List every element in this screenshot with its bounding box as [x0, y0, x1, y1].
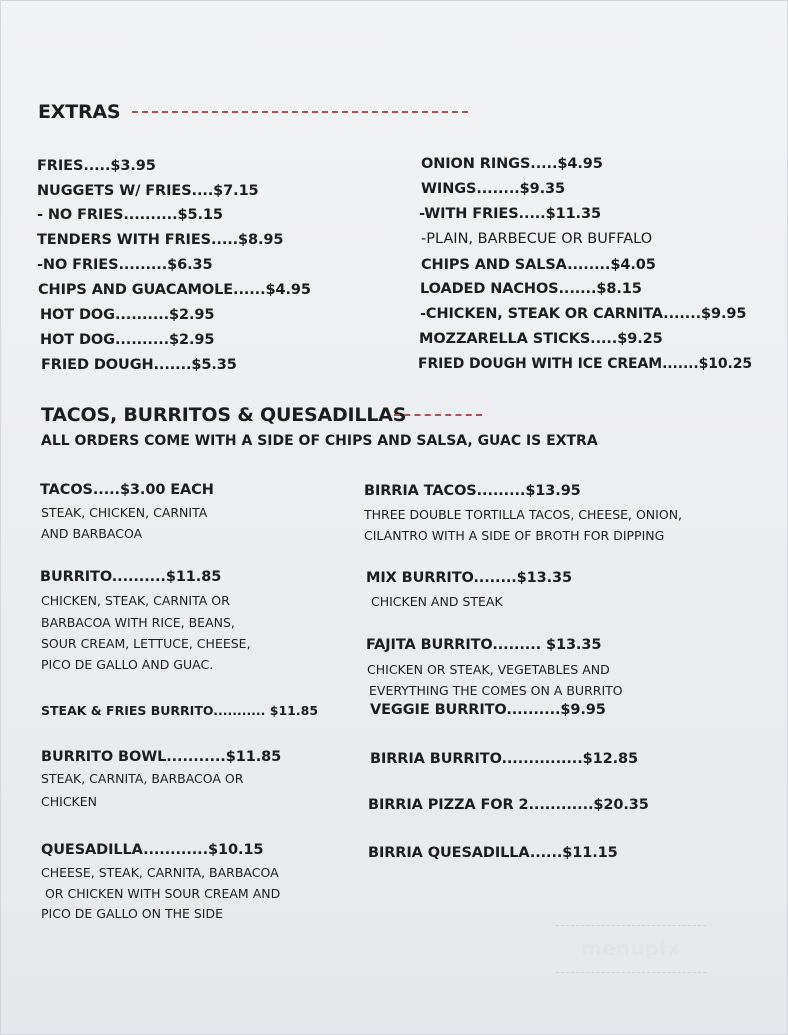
watermark-logo: menupix [556, 925, 706, 973]
extras-right-item: ONION RINGS.....$4.95 [421, 156, 603, 172]
menu-item-desc: SOUR CREAM, LETTUCE, CHEESE, [41, 636, 251, 651]
tacos-divider [394, 414, 482, 416]
menu-item-desc: AND BARBACOA [41, 526, 143, 541]
tacos-subtitle: ALL ORDERS COME WITH A SIDE OF CHIPS AND SALSA, GUAC IS EXTRA [41, 433, 598, 449]
menu-item-name: BIRRIA BURRITO...............$12.85 [370, 751, 638, 767]
extras-right-item: FRIED DOUGH WITH ICE CREAM.......$10.25 [418, 356, 753, 372]
extras-left-item: HOT DOG..........$2.95 [40, 307, 215, 323]
menu-item-name: BIRRIA QUESADILLA......$11.15 [368, 845, 618, 861]
menu-item-desc: STEAK, CHICKEN, CARNITA [41, 505, 208, 520]
menu-item-name: FAJITA BURRITO......... $13.35 [366, 637, 602, 653]
menu-item-desc: PICO DE GALLO AND GUAC. [41, 657, 214, 672]
menu-item-desc: CHICKEN OR STEAK, VEGETABLES AND [367, 662, 610, 677]
menu-item-name: BIRRIA TACOS.........$13.95 [364, 483, 581, 499]
extras-left-item: -NO FRIES.........$6.35 [37, 257, 213, 273]
menu-item-name: BIRRIA PIZZA FOR 2............$20.35 [368, 797, 649, 813]
menu-item-desc: BARBACOA WITH RICE, BEANS, [41, 615, 235, 630]
menu-item-desc: THREE DOUBLE TORTILLA TACOS, CHEESE, ONION, [364, 507, 683, 522]
extras-right-item: LOADED NACHOS.......$8.15 [420, 281, 642, 297]
extras-right-item: -WITH FRIES.....$11.35 [419, 206, 601, 222]
extras-right-item: -CHICKEN, STEAK OR CARNITA.......$9.95 [420, 306, 747, 322]
extras-left-item: NUGGETS W/ FRIES....$7.15 [37, 183, 259, 199]
extras-right-item: CHIPS AND SALSA........$4.05 [421, 257, 656, 273]
extras-heading: EXTRAS [38, 101, 121, 123]
menu-item-desc: PICO DE GALLO ON THE SIDE [41, 906, 224, 921]
extras-right-item: WINGS........$9.35 [421, 181, 566, 197]
menu-item-desc: CHICKEN, STEAK, CARNITA OR [41, 593, 230, 608]
menu-item-desc: CHICKEN [41, 794, 97, 809]
extras-left-item: FRIES.....$3.95 [37, 158, 156, 174]
menu-item-name: BURRITO..........$11.85 [40, 569, 222, 585]
menu-item-desc: CHEESE, STEAK, CARNITA, BARBACOA [41, 865, 279, 880]
extras-left-item: - NO FRIES..........$5.15 [37, 207, 223, 223]
menu-item-desc: OR CHICKEN WITH SOUR CREAM AND [41, 886, 281, 901]
extras-right-item: -PLAIN, BARBECUE OR BUFFALO [421, 231, 653, 247]
extras-right-item: MOZZARELLA STICKS.....$9.25 [419, 331, 663, 347]
menu-item-desc: CILANTRO WITH A SIDE OF BROTH FOR DIPPING [364, 528, 665, 543]
menu-item-name: STEAK & FRIES BURRITO........... $11.85 [41, 703, 319, 718]
menu-item-name: QUESADILLA............$10.15 [41, 842, 264, 858]
menu-item-name: TACOS.....$3.00 EACH [40, 482, 214, 498]
extras-left-item: CHIPS AND GUACAMOLE......$4.95 [38, 282, 311, 298]
menu-item-desc: CHICKEN AND STEAK [367, 594, 503, 609]
menu-item-desc: EVERYTHING THE COMES ON A BURRITO [369, 683, 623, 698]
extras-left-item: FRIED DOUGH.......$5.35 [41, 357, 237, 373]
extras-left-item: HOT DOG..........$2.95 [40, 332, 215, 348]
menu-item-desc: STEAK, CARNITA, BARBACOA OR [41, 771, 244, 786]
menu-item-name: BURRITO BOWL...........$11.85 [41, 749, 282, 765]
extras-left-item: TENDERS WITH FRIES.....$8.95 [37, 232, 284, 248]
tacos-heading: TACOS, BURRITOS & QUESADILLAS [41, 404, 407, 426]
extras-divider [132, 111, 468, 113]
menu-item-name: VEGGIE BURRITO..........$9.95 [370, 702, 606, 718]
menu-item-name: MIX BURRITO........$13.35 [366, 570, 573, 586]
